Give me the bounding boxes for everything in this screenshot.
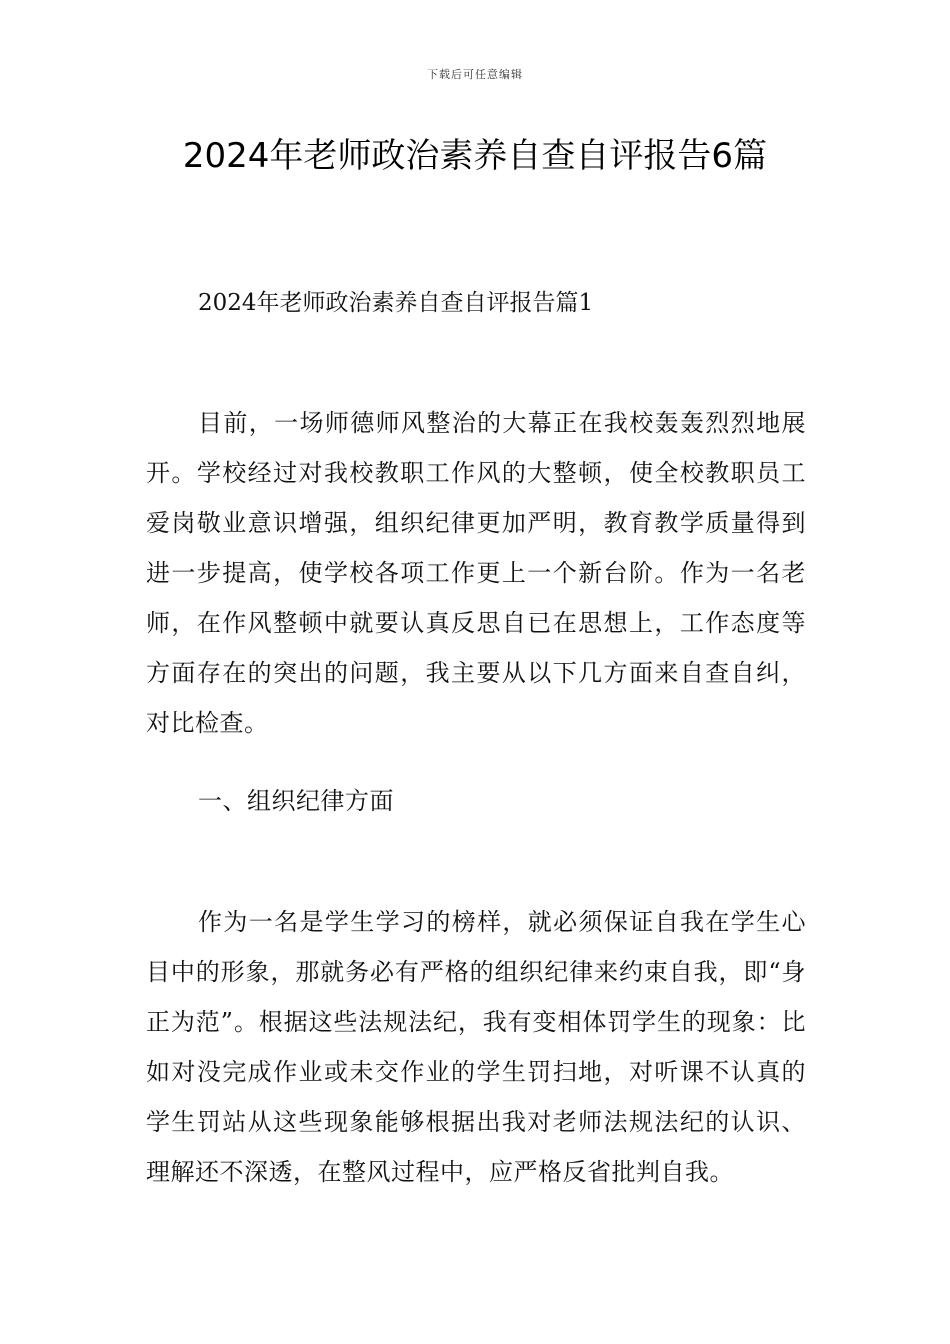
document-title: 2024年老师政治素养自查自评报告6篇: [182, 136, 768, 176]
intro-paragraph: 目前，一场师德师风整治的大幕正在我校轰轰烈烈地展开。学校经过对我校教职工作风的大整顿，使全校教职员工爱岗敬业意识增强，组织纪律更加严明，教育教学质量得到进一步提高，使学校各项工作更上一个新台阶。作为一名老师，在作风整顿中就要认真反思自已在思想上，工作态度等方面存在的突出的问题，我主要从以下几方面来自查自纠，对比检查。: [146, 409, 806, 737]
discipline-paragraph: 作为一名是学生学习的榜样，就必须保证自我在学生心目中的形象，那就务必有严格的组织纪律来约束自我，即“身正为范”。根据这些法规法纪，我有变相体罚学生的现象：比如对没完成作业或未交作业的学生罚扫地，对听课不认真的学生罚站从这些现象能够根据出我对老师法规法纪的认识、理解还不深透，在整风过程中，应严格反省批判自我。: [146, 908, 806, 1186]
subheading-discipline: 一、组织纪律方面: [198, 787, 394, 815]
section-title: 2024年老师政治素养自查自评报告篇1: [198, 290, 594, 316]
header-note: 下载后可任意编辑: [427, 68, 523, 81]
